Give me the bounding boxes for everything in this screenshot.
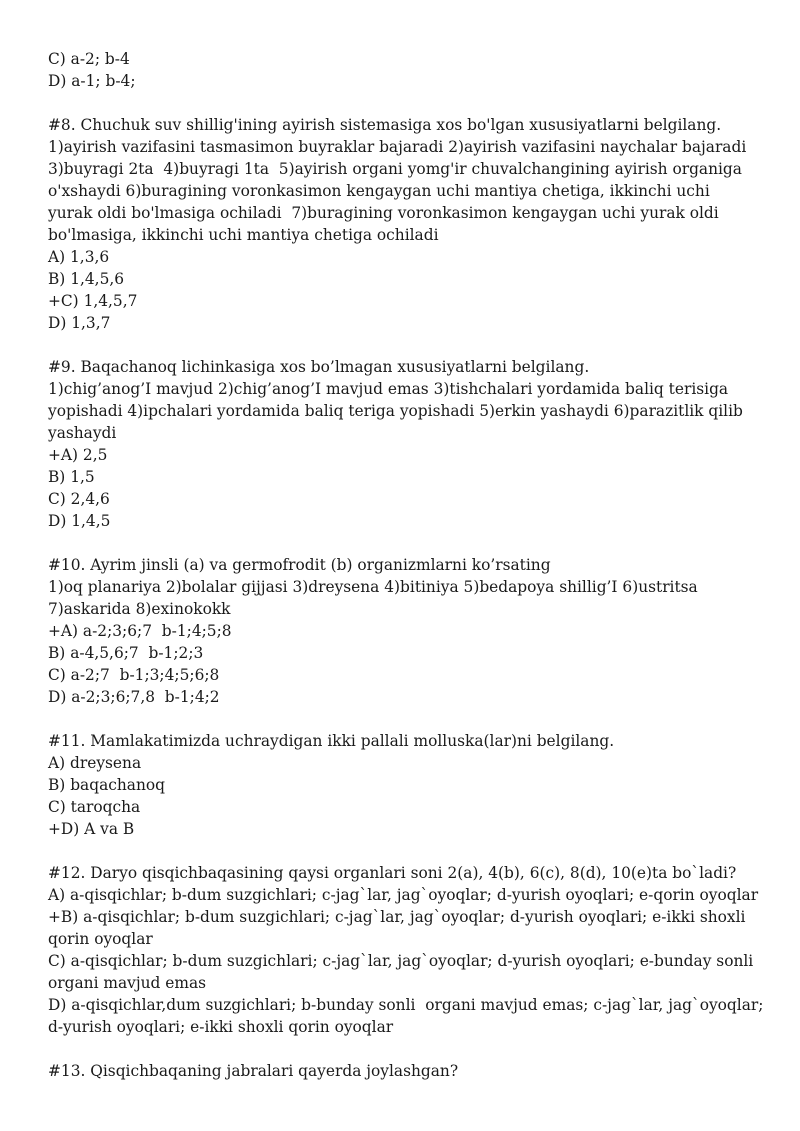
question-text-line: 7)askarida 8)exinokokk [48,600,231,618]
question-text-line: yopishadi 4)ipchalari yordamida baliq teriga yopishadi 5)erkin yashaydi 6)parazitlik qilib [48,402,743,420]
question-text-line: #11. Mamlakatimizda uchraydigan ikki pallali molluska(lar)ni belgilang. [48,732,615,750]
previous-question-options [48,48,768,92]
question-text-line: bo'lmasiga, ikkinchi uchi mantiya chetiga ochiladi [48,226,439,244]
question-11 [48,730,768,840]
spacer [48,1038,768,1060]
spacer [48,708,768,730]
question-text-line: 1)chig’anog’I mavjud 2)chig’anog’I mavjud emas 3)tishchalari yordamida baliq terisiga [48,380,729,398]
option-line: B) 1,4,5,6 [48,270,125,288]
question-12 [48,862,768,1038]
option-line: C) a-2;7 b-1;3;4;5;6;8 [48,666,220,684]
question-text-line: #9. Baqachanoq lichinkasiga xos bo’lmagan xususiyatlarni belgilang. [48,358,590,376]
spacer [48,840,768,862]
document-page [48,48,768,1082]
option-line: A) a-qisqichlar; b-dum suzgichlari; c-jag`lar, jag`oyoqlar; d-yurish oyoqlari; e-qorin oyoqlar [48,886,759,904]
question-text-line: #12. Daryo qisqichbaqasining qaysi organlari soni 2(a), 4(b), 6(c), 8(d), 10(e)ta bo`ladi? [48,864,737,882]
question-10 [48,554,768,708]
option-line: D) 1,4,5 [48,512,111,530]
option-line: +D) A va B [48,820,135,838]
option-line: D) a-2;3;6;7,8 b-1;4;2 [48,688,220,706]
option-line: +A) a-2;3;6;7 b-1;4;5;8 [48,622,232,640]
option-line: B) 1,5 [48,468,95,486]
option-line: qorin oyoqlar [48,930,153,948]
option-line: A) 1,3,6 [48,248,110,266]
option-line: C) a-2; b-4 [48,50,130,68]
question-text-line: #8. Chuchuk suv shillig'ining ayirish sistemasiga xos bo'lgan xususiyatlarni belgilang. [48,116,722,134]
spacer [48,532,768,554]
option-line: B) a-4,5,6;7 b-1;2;3 [48,644,204,662]
question-text-line: yurak oldi bo'lmasiga ochiladi 7)buragining voronkasimon kengaygan uchi yurak oldi [48,204,719,222]
question-text-line: 1)oq planariya 2)bolalar gijjasi 3)dreysena 4)bitiniya 5)bedapoya shillig’I 6)ustritsa [48,578,698,596]
option-line: +A) 2,5 [48,446,108,464]
option-line: D) a-qisqichlar,dum suzgichlari; b-bunday sonli organi mavjud emas; c-jag`lar, jag`oyoqlar; [48,996,764,1014]
question-8 [48,114,768,334]
spacer [48,92,768,114]
option-line: d-yurish oyoqlari; e-ikki shoxli qorin oyoqlar [48,1018,394,1036]
question-9 [48,356,768,532]
question-text-line: #13. Qisqichbaqaning jabralari qayerda joylashgan? [48,1062,459,1080]
option-line: +C) 1,4,5,7 [48,292,138,310]
question-text-line: #10. Ayrim jinsli (a) va germofrodit (b) organizmlarni ko’rsating [48,556,551,574]
question-text-line: yashaydi [48,424,117,442]
option-line: D) a-1; b-4; [48,72,136,90]
option-line: +B) a-qisqichlar; b-dum suzgichlari; c-jag`lar, jag`oyoqlar; d-yurish oyoqlari; e-ikki shoxli [48,908,746,926]
option-line: D) 1,3,7 [48,314,111,332]
question-13 [48,1060,768,1082]
question-text-line: 1)ayirish vazifasini tasmasimon buyraklar bajaradi 2)ayirish vazifasini naychalar bajaradi [48,138,747,156]
option-line: C) a-qisqichlar; b-dum suzgichlari; c-jag`lar, jag`oyoqlar; d-yurish oyoqlari; e-bunday sonli [48,952,754,970]
spacer [48,334,768,356]
option-line: A) dreysena [48,754,142,772]
question-text-line: 3)buyragi 2ta 4)buyragi 1ta 5)ayirish organi yomg'ir chuvalchangining ayirish organiga [48,160,742,178]
option-line: B) baqachanoq [48,776,166,794]
option-line: C) 2,4,6 [48,490,110,508]
option-line: organi mavjud emas [48,974,207,992]
option-line: C) taroqcha [48,798,141,816]
question-text-line: o'xshaydi 6)buragining voronkasimon kengaygan uchi mantiya chetiga, ikkinchi uchi [48,182,710,200]
